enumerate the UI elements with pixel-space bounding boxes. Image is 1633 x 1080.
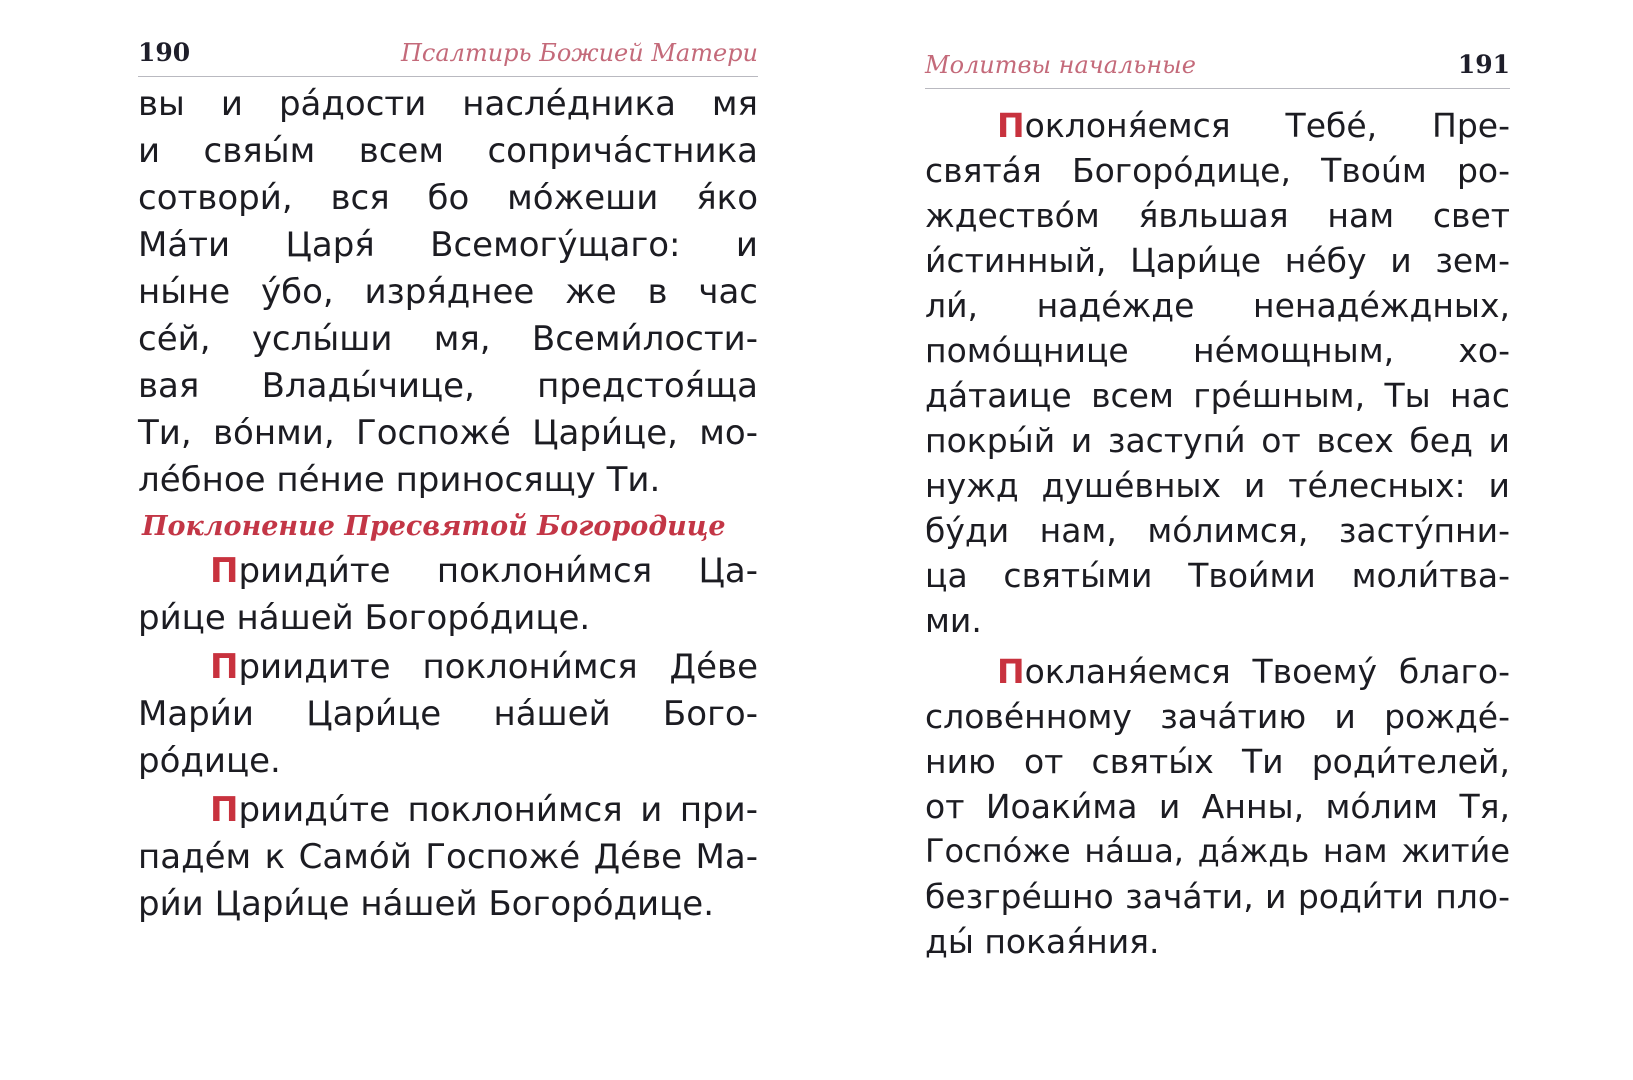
line-text: риидите поклони́мся Де́ве: [238, 647, 758, 687]
text-line: ца святы́ми Твои́ми моли́тва-: [925, 556, 1510, 595]
text-line: помóщнице не́мощным, хо-: [925, 331, 1510, 370]
text-line: покры́й и заступи́ от всех бед и: [925, 421, 1510, 460]
right-page-body: [925, 103, 1510, 964]
text-line: Мари́и Цари́це нáшей Бого-: [138, 694, 758, 734]
text-line: ны́не у́бо, изря́днее же в час: [138, 272, 758, 312]
text-line: [138, 787, 758, 834]
text-line: дáтаице всем гре́шным, Ты нас: [925, 376, 1510, 415]
text-line: от Иоаки́ма и Анны, мóлим Тя,: [925, 787, 1510, 826]
text-line: ждествóм я́вльшая нам свет: [925, 196, 1510, 235]
text-line: се́й, услы́ши мя, Всеми́лости-: [138, 319, 758, 359]
line-text: рииди́те поклони́мся Ца-: [238, 551, 758, 591]
text-line: сотвори́, вся бо мóжеши я́ко: [138, 178, 758, 218]
dropcap-initial: П: [210, 790, 239, 830]
text-line: ли́, наде́жде ненаде́ждных,: [925, 286, 1510, 325]
text-line: Мáти Царя́ Всемогу́щаго: и: [138, 225, 758, 265]
text-line: безгре́шно зачáти, и роди́ти пло-: [925, 877, 1510, 916]
text-line: нию от святы́х Ти роди́телей,: [925, 742, 1510, 781]
running-title: Псалтирь Божией Матери: [400, 39, 758, 67]
page-number: 191: [1457, 50, 1510, 79]
line-text: оклоня́емся Тебе́, Пре-: [1024, 106, 1510, 145]
text-line: нужд душе́вных и те́лесных: и: [925, 466, 1510, 505]
text-line: и́стинный, Цари́це не́бу и зем-: [925, 241, 1510, 280]
text-line: рóдице.: [138, 741, 281, 781]
text-line: [925, 103, 1510, 148]
section-heading: Поклонение Пресвятой Богородице: [142, 511, 726, 542]
dropcap-initial: П: [210, 647, 239, 687]
prayer-paragraph: [138, 548, 758, 642]
text-line: [925, 649, 1510, 694]
left-page-body: [138, 81, 758, 928]
prayer-paragraph: [138, 644, 758, 785]
text-line: паде́м к Самóй Госпоже́ Де́ве Ма-: [138, 837, 758, 877]
text-line: вая Влады́чице, предстоя́ща: [138, 366, 758, 406]
text-line: Госпóже нáша, дáждь нам жити́е: [925, 832, 1510, 870]
text-line: ле́бное пе́ние приносящу Ти.: [138, 460, 661, 500]
text-line: Ти, вóнми, Госпоже́ Цари́це, мо-: [138, 413, 758, 453]
running-title: Молитвы начальные: [925, 51, 1196, 79]
line-text: риидúте поклони́мся и при-: [238, 790, 758, 830]
left-page-header: [138, 38, 758, 77]
prayer-paragraph: [138, 787, 758, 928]
prayer-paragraph: [925, 649, 1510, 964]
page-number: 190: [138, 38, 191, 67]
text-line: святáя Богорóдице, Твоúм ро-: [925, 151, 1510, 190]
text-line: и свяы́м всем сопричáстника: [138, 131, 758, 171]
line-text: окланя́емся Твоему́ благо-: [1024, 652, 1510, 691]
dropcap-initial: П: [210, 551, 239, 591]
text-line: [138, 644, 758, 691]
text-line: ми.: [925, 601, 982, 640]
dropcap-initial: П: [997, 106, 1025, 145]
right-page-header: [925, 50, 1510, 89]
text-line: [138, 548, 758, 595]
prayer-paragraph: [925, 103, 1510, 643]
text-line: ри́це нáшей Богорóдице.: [138, 598, 591, 638]
right-page: [925, 50, 1510, 964]
left-page: [138, 38, 758, 928]
text-line: ри́и Цари́це нáшей Богорóдице.: [138, 884, 715, 924]
text-line: бу́ди нам, мóлимся, засту́пни-: [925, 511, 1510, 550]
text-line: ды́ покая́ния.: [925, 922, 1160, 961]
text-line: слове́нному зачáтию и рожде́-: [925, 697, 1510, 736]
continuation-paragraph: [138, 81, 758, 504]
dropcap-initial: П: [997, 652, 1025, 691]
text-line: вы и ра́дости насле́дника мя: [138, 84, 758, 124]
